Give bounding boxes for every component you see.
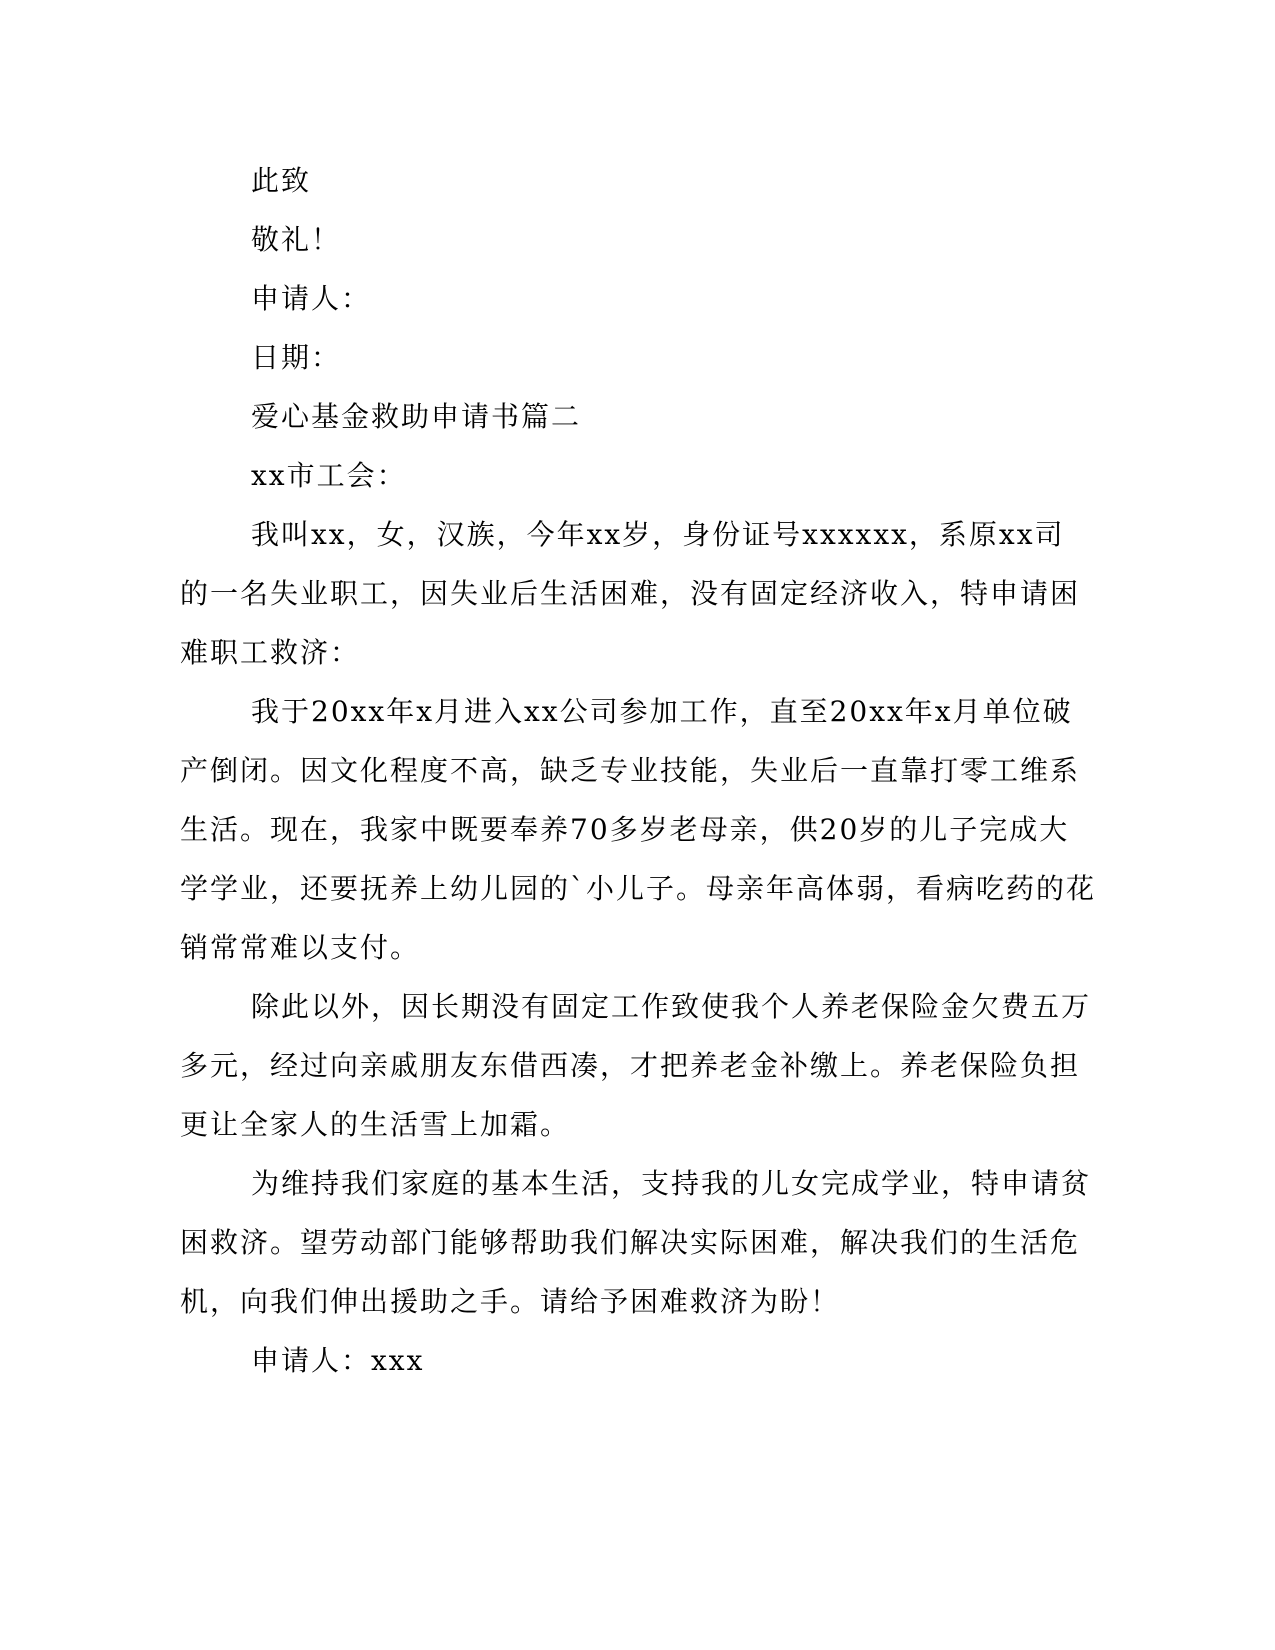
paragraph-2-line-4: 学学业，还要抚养上幼儿园的`小儿子。母亲年高体弱，看病吃药的花	[180, 872, 1097, 905]
closing-regards: 敬礼！	[251, 223, 342, 256]
paragraph-3-line-3: 更让全家人的生活雪上加霜。	[180, 1108, 571, 1141]
paragraph-1-line-3: 难职工救济：	[180, 636, 361, 669]
addressee: xx市工会：	[251, 459, 407, 492]
paragraph-3-line-1: 除此以外，因长期没有固定工作致使我个人养老保险金欠费五万	[251, 990, 1092, 1023]
paragraph-4-line-3: 机，向我们伸出援助之手。请给予困难救济为盼！	[180, 1285, 841, 1318]
applicant-label: 申请人：	[251, 282, 372, 315]
date-label: 日期：	[251, 341, 342, 374]
paragraph-2-line-3: 生活。现在，我家中既要奉养70多岁老母亲，供20岁的儿子完成大	[180, 813, 1070, 846]
section-title: 爱心基金救助申请书篇二	[251, 400, 582, 433]
paragraph-1-line-1: 我叫xx，女，汉族，今年xx岁，身份证号xxxxxx，系原xx司	[251, 518, 1065, 551]
paragraph-3-line-2: 多元，经过向亲戚朋友东借西凑，才把养老金补缴上。养老保险负担	[180, 1049, 1081, 1082]
paragraph-2-line-1: 我于20xx年x月进入xx公司参加工作，直至20xx年x月单位破	[251, 695, 1073, 728]
paragraph-2-line-5: 销常常难以支付。	[180, 931, 421, 964]
paragraph-4-line-2: 困救济。望劳动部门能够帮助我们解决实际困难，解决我们的生活危	[180, 1226, 1081, 1259]
closing-salutation: 此致	[251, 164, 312, 197]
paragraph-2-line-2: 产倒闭。因文化程度不高，缺乏专业技能，失业后一直靠打零工维系	[180, 754, 1081, 787]
paragraph-4-line-1: 为维持我们家庭的基本生活，支持我的儿女完成学业，特申请贫	[251, 1167, 1092, 1200]
signature-applicant: 申请人：xxx	[251, 1344, 425, 1377]
paragraph-1-line-2: 的一名失业职工，因失业后生活困难，没有固定经济收入，特申请困	[180, 577, 1081, 610]
